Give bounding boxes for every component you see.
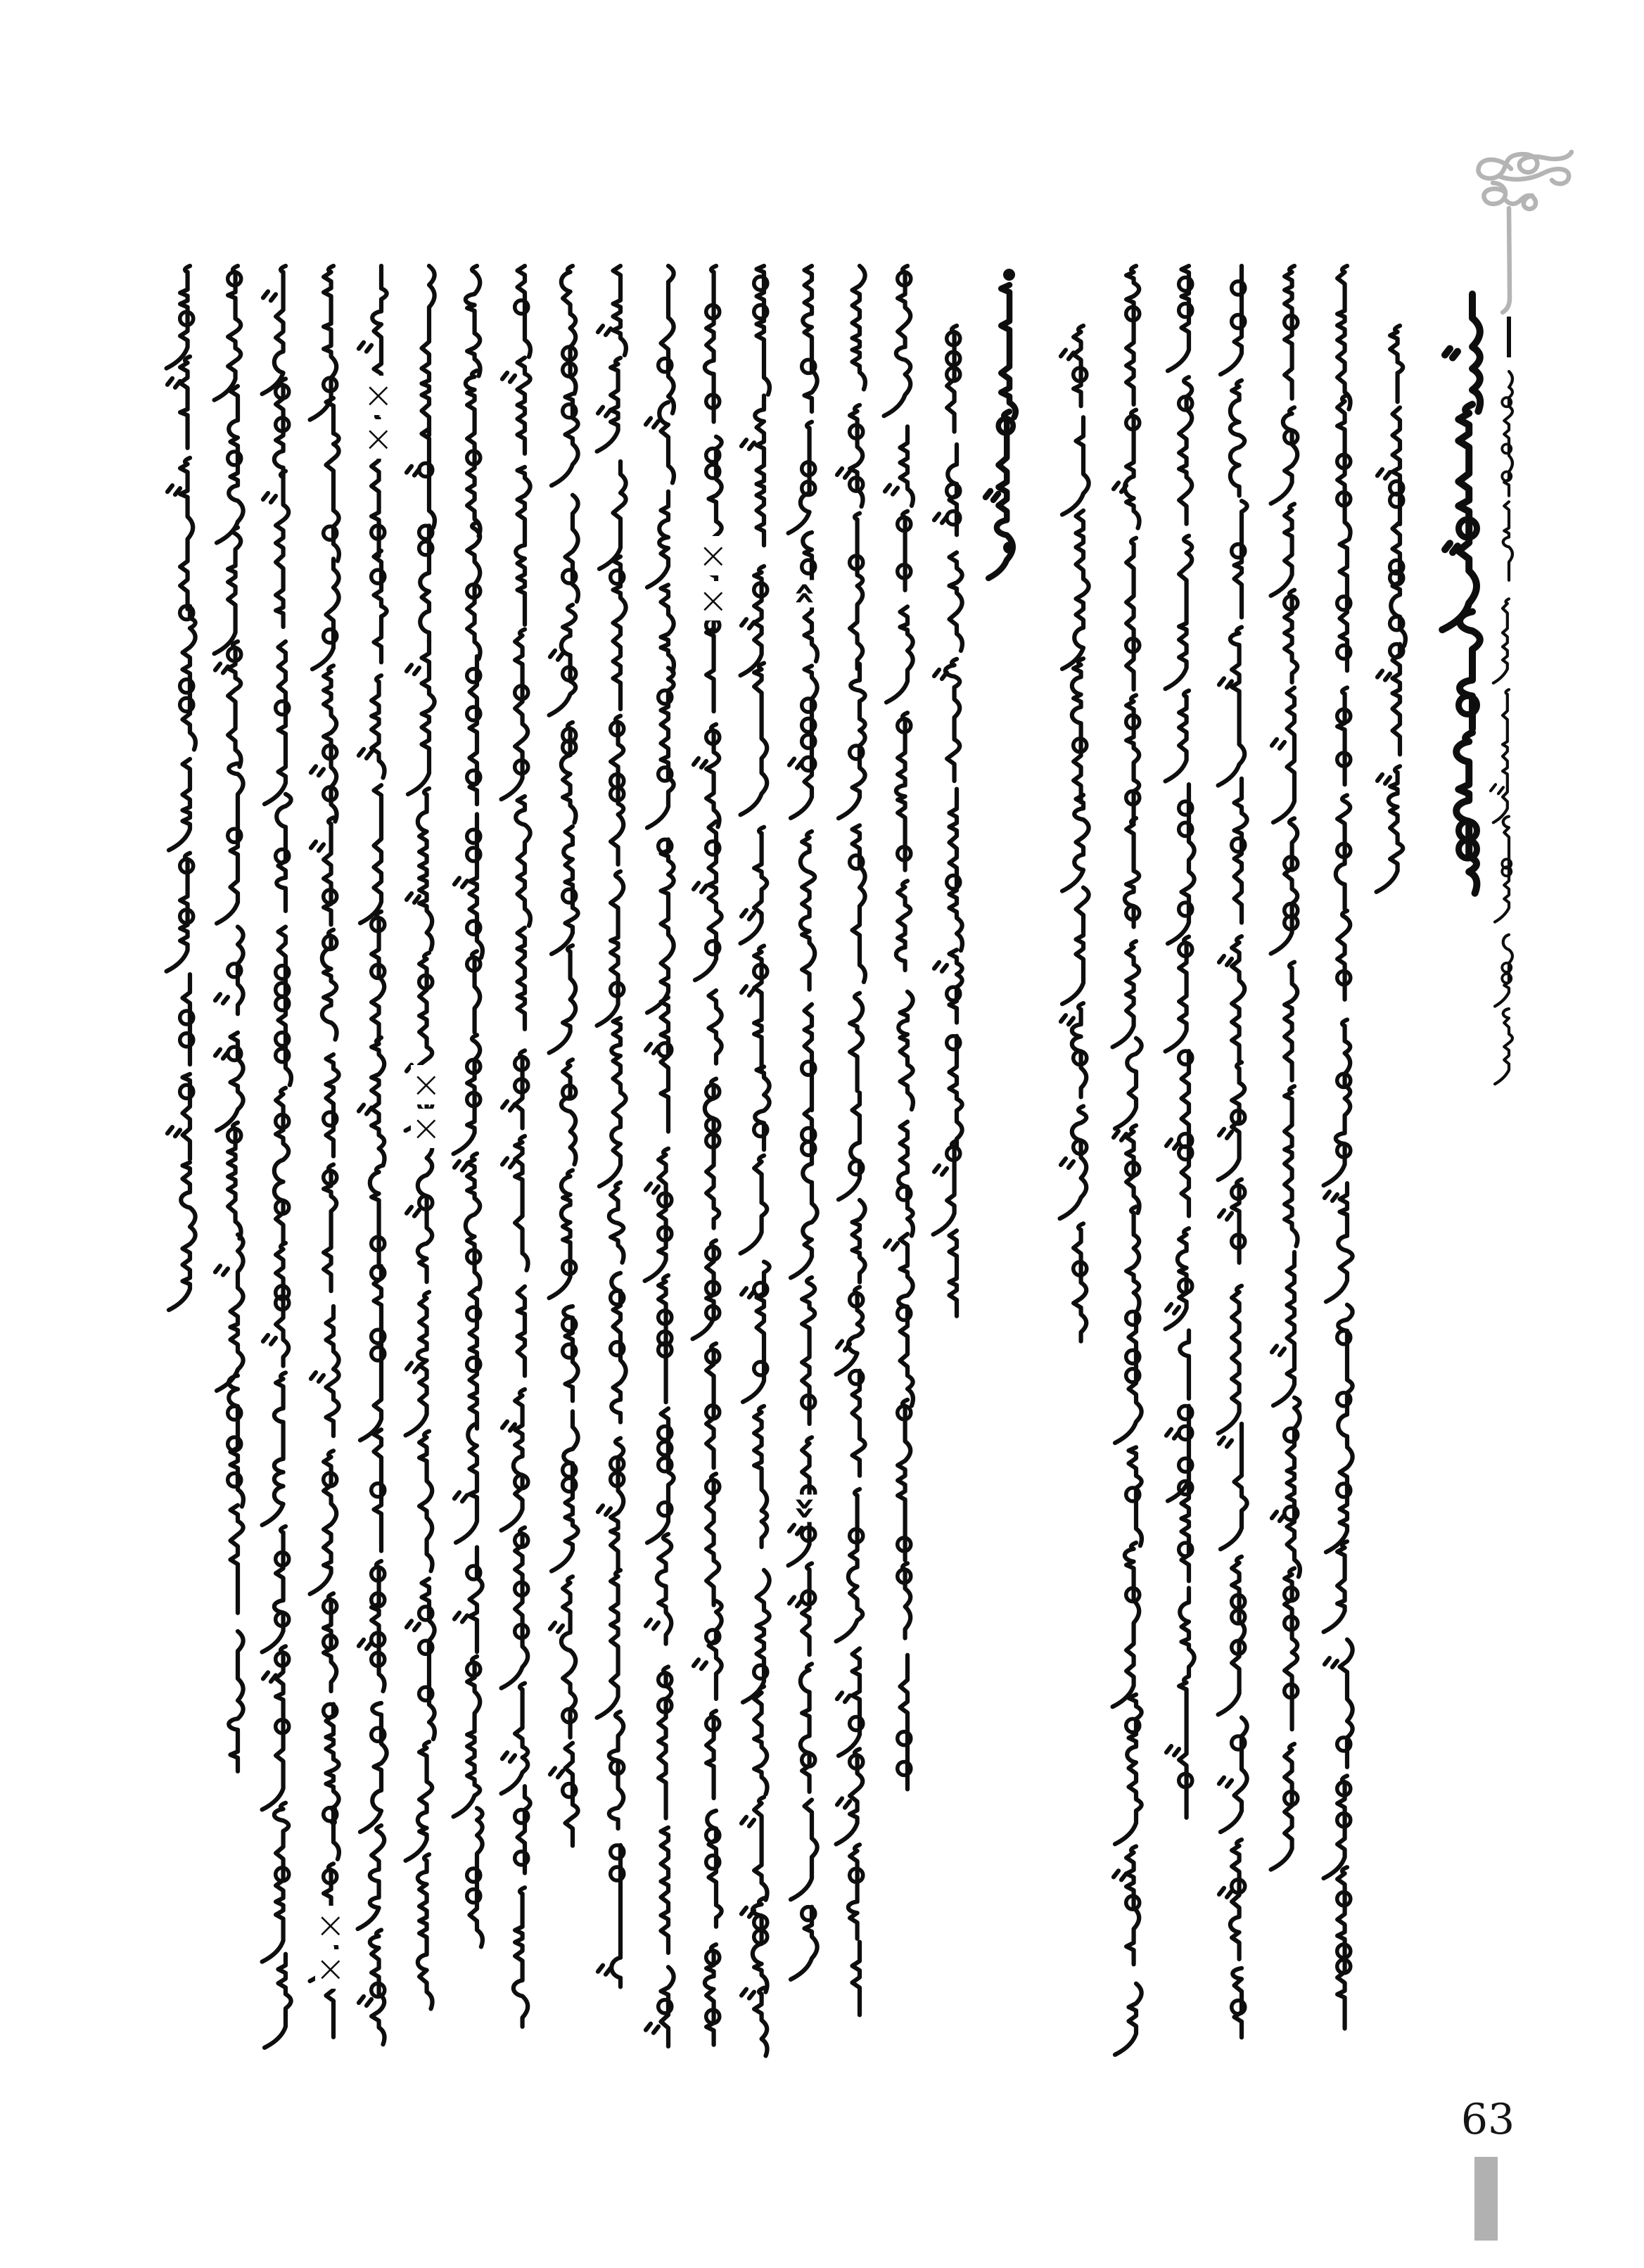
text-column-27-body — [138, 260, 236, 1365]
heading-bullet-mark — [1003, 269, 1015, 281]
xx-anonymous-mark: × — [315, 1904, 346, 1947]
xx-anonymous-mark: × — [363, 418, 394, 460]
xx-anonymous-mark: × — [698, 580, 729, 622]
xx-anonymous-mark: × — [411, 1107, 442, 1149]
double-dot-punctuation-mark — [330, 1805, 337, 1812]
footer-bar — [1474, 2157, 1498, 2241]
heading-bullet-mark — [1003, 542, 1015, 554]
xx-anonymous-mark: × — [698, 535, 729, 577]
xx-anonymous-mark: × — [411, 1064, 442, 1106]
page-number: 63 — [1460, 2095, 1515, 2144]
vertical-dash-mark — [1507, 317, 1511, 357]
quote-open-mark: « — [784, 581, 829, 606]
xx-anonymous-mark: × — [363, 374, 394, 416]
quote-close-mark: » — [784, 1496, 829, 1521]
xx-anonymous-mark: × — [315, 1948, 346, 1990]
